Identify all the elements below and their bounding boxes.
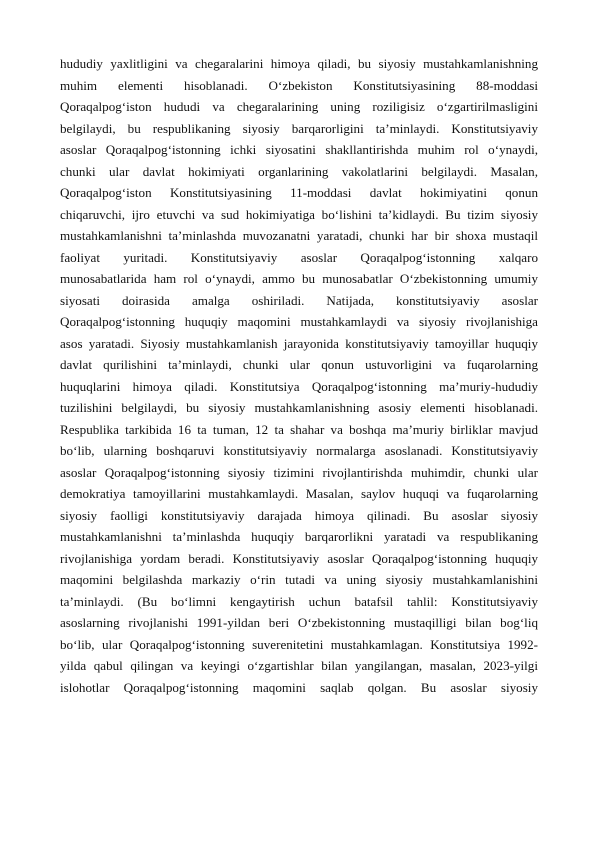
- text-line: hududiy yaxlitligini va chegaralarini himoya qiladi, bu siyosiy mustahkamlanishning: [60, 56, 538, 71]
- text-line: bo‘lib, ularning boshqaruvi konstitutsiyaviy normalarga asoslanadi. Konstitutsiyaviy: [60, 443, 538, 458]
- text-line: huquqlarini himoya qiladi. Konstitutsiya Qoraqalpog‘istonning ma’muriy-hududiy: [60, 378, 538, 394]
- body-paragraph: [60, 53, 538, 698]
- text-line: ta’minlaydi. (Bu bo‘limni kengaytirish uchun batafsil tahlil: Konstitutsiyaviy: [60, 593, 538, 609]
- text-line: tuzilishini belgilaydi, bu siyosiy mustahkamlanishning asosiy elementi hisoblanadi.: [60, 400, 538, 415]
- text-line: mustahkamlanishni ta’minlashda huquqiy barqarorlikni yaratadi va respublikaning: [60, 529, 538, 544]
- text-line: Qoraqalpog‘istonning huquqiy maqomini mustahkamlaydi va siyosiy rivojlanishiga: [60, 314, 538, 329]
- text-line: yilda qabul qilingan va keyingi o‘zgartishlar bilan yangilangan, masalan, 2023-yilgi: [60, 658, 538, 673]
- text-line: chunki ular davlat hokimiyati organlarining vakolatlarini belgilaydi. Masalan,: [60, 163, 538, 179]
- text-line: asoslar Qoraqalpog‘istonning ichki siyosatini shakllantirishda muhim rol o‘ynaydi,: [60, 142, 538, 157]
- text-line: belgilaydi, bu respublikaning siyosiy barqarorligini ta’minlaydi. Konstitutsiyaviy: [60, 120, 538, 136]
- text-line: munosabatlarida ham rol o‘ynaydi, ammo bu munosabatlar O‘zbekistonning umumiy: [60, 271, 538, 286]
- text-line: Respublika tarkibida 16 ta tuman, 12 ta shahar va boshqa ma’muriy birliklar mavjud: [60, 421, 538, 437]
- text-line: maqomini belgilashda markaziy o‘rin tutadi va uning siyosiy mustahkamlanishini: [60, 572, 538, 587]
- text-line: rivojlanishiga yordam beradi. Konstitutsiyaviy asoslar Qoraqalpog‘istonning huquqiy: [60, 550, 538, 566]
- text-line: bo‘lib, ular Qoraqalpog‘istonning suverenitetini mustahkamlagan. Konstitutsiya 1992-: [60, 636, 538, 652]
- text-line: faoliyat yuritadi. Konstitutsiyaviy asoslar Qoraqalpog‘istonning xalqaro: [60, 249, 538, 265]
- text-line: demokratiya tamoyillarini mustahkamlaydi. Masalan, saylov huquqi va fuqarolarning: [60, 486, 538, 501]
- text-line: Qoraqalpog‘iston Konstitutsiyasining 11-moddasi davlat hokimiyatini qonun: [60, 185, 538, 200]
- text-line: asoslarning rivojlanishi 1991-yildan beri O‘zbekistonning mustaqilligi bilan bog‘liq: [60, 615, 538, 630]
- text-line: asoslar Qoraqalpog‘istonning siyosiy tizimini rivojlantirishda muhimdir, chunki ular: [60, 464, 538, 480]
- text-line: siyosiy faolligi konstitutsiyaviy darajada himoya qilinadi. Bu asoslar siyosiy: [60, 507, 538, 523]
- text-line: Qoraqalpog‘iston hududi va chegaralarining uning roziligisiz o‘zgartirilmasligini: [60, 99, 538, 114]
- text-line: davlat qurilishini ta’minlaydi, chunki ular qonun ustuvorligini va fuqarolarning: [60, 357, 538, 372]
- text-line: muhim elementi hisoblanadi. O‘zbekiston Konstitutsiyasining 88-moddasi: [60, 77, 538, 93]
- text-line: asos yaratadi. Siyosiy mustahkamlanish jarayonida konstitutsiyaviy tamoyillar huquqiy: [60, 335, 538, 351]
- text-line: chiqaruvchi, ijro etuvchi va sud hokimiyatiga bo‘lishini ta’kidlaydi. Bu tizim siyosiy: [60, 206, 538, 222]
- text-line: islohotlar Qoraqalpog‘istonning maqomini saqlab qolgan. Bu asoslar siyosiy: [60, 679, 538, 695]
- text-line: mustahkamlanishni ta’minlashda muvozanatni yaratadi, chunki har bir shoxa mustaqil: [60, 228, 538, 243]
- text-line: siyosati doirasida amalga oshiriladi. Natijada, konstitutsiyaviy asoslar: [60, 292, 538, 308]
